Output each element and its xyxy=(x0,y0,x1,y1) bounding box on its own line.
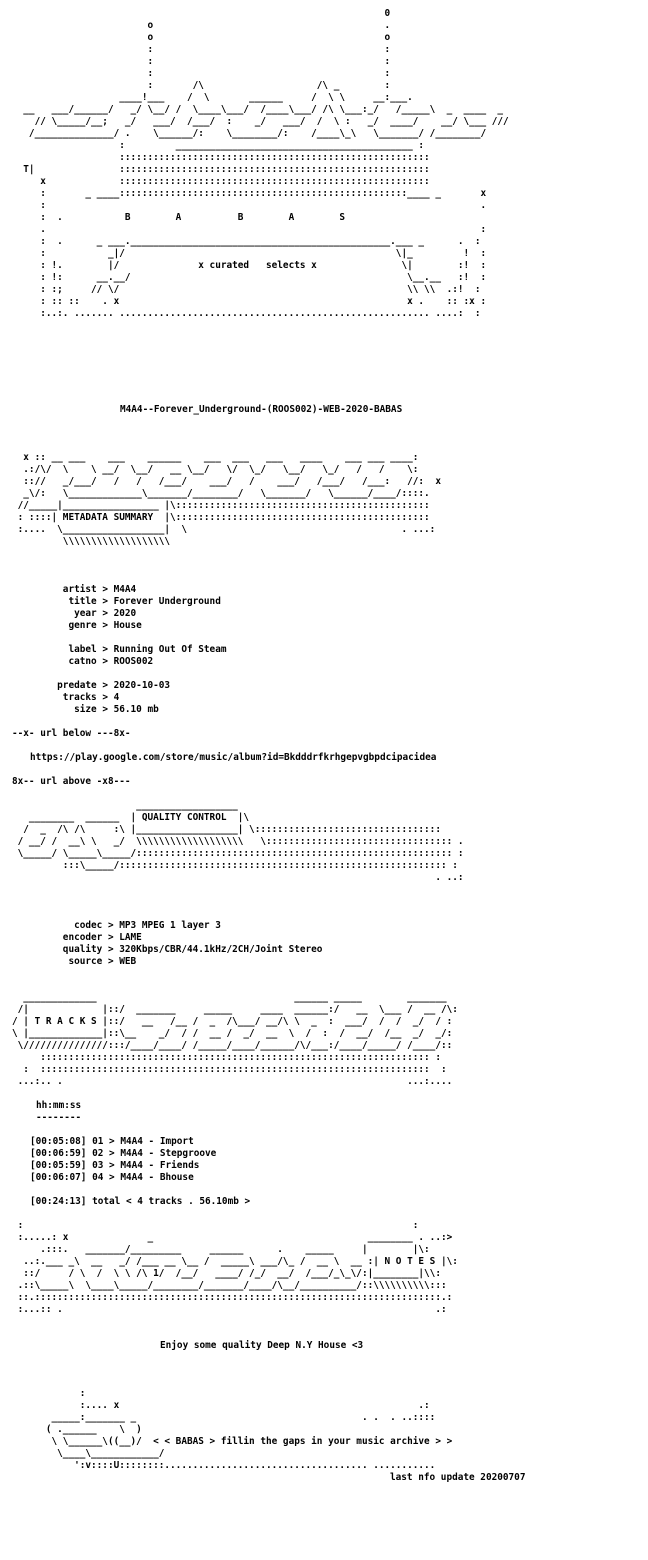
track-list xyxy=(12,1136,640,1184)
kv-row-source xyxy=(12,956,640,968)
tracks-header: hh:mm:ss xyxy=(36,1100,82,1111)
track-number: 03 > xyxy=(86,1160,121,1171)
kv-row-quality xyxy=(12,944,640,956)
track-title: Bhouse xyxy=(159,1172,194,1183)
kv-key: genre xyxy=(12,620,97,631)
kv-key: codec xyxy=(12,920,103,931)
total-summary: 4 tracks . 56.10mb xyxy=(137,1196,239,1207)
kv-row-label xyxy=(12,644,640,656)
track-time: [00:06:07] xyxy=(30,1172,87,1183)
track-row xyxy=(30,1148,640,1160)
track-separator: - xyxy=(142,1160,160,1171)
kv-row-predate xyxy=(12,680,640,692)
track-time: [00:05:08] xyxy=(30,1136,87,1147)
kv-value: MP3 MPEG 1 layer 3 xyxy=(119,920,221,931)
kv-key: encoder xyxy=(12,932,103,943)
kv-separator: > xyxy=(102,932,120,943)
kv-key: predate xyxy=(12,680,97,691)
track-separator: - xyxy=(142,1172,160,1183)
track-time: [00:05:59] xyxy=(30,1160,87,1171)
kv-separator: > xyxy=(96,584,114,595)
kv-separator: > xyxy=(102,944,120,955)
kv-key: title xyxy=(12,596,97,607)
kv-value: Running Out Of Steam xyxy=(113,644,227,655)
kv-value: 4 xyxy=(113,692,120,703)
quality-list xyxy=(12,920,640,968)
kv-separator: > xyxy=(96,680,114,691)
total-close: > xyxy=(238,1196,251,1207)
metadata-banner-art: x :: __ ___ ___ ______ ___ ___ ___ ____ ___ ___ ____: .:/\/ \ \ __/ \__/ __ \__/ \/ \_/ \__/ \_/ / / \: ::// _/___/ / / /___/ ___/ / ___/ /___/ /___: //: x _\/: \_____________\_______/________/ \_______/ \______/____/::::. //_____|_________________ |\::::::::::::::::::::::::::::::::::::::::::::: : ::::| METADATA SUMMARY |\::::::::::::::::::::::::::::::::::::::::::::: :.... \__________________| \ . ...: \\\\\\\\\\\\\\\\\\\ xyxy=(17,452,441,547)
track-artist: M4A4 xyxy=(120,1148,143,1159)
track-title: Friends xyxy=(159,1160,200,1171)
kv-key: quality xyxy=(12,944,103,955)
track-artist: M4A4 xyxy=(120,1172,143,1183)
url-below-marker: --x- url below ---8x- xyxy=(12,728,131,739)
kv-separator: > xyxy=(102,956,120,967)
track-separator: - xyxy=(142,1148,160,1159)
kv-row-genre xyxy=(12,620,640,632)
kv-value: 2020-10-03 xyxy=(113,680,171,691)
kv-row-title xyxy=(12,596,640,608)
tracks-banner-art: _____________ ______ _____ _______ /| |::/ _______ _____ ____ ______:/ __ \___ / __ /\: / | T R A C K S |::/ __ /__ / _ /\___/ __/\ \ _ : ___/ / / _/ / : \ |_____________|::\__ _/ / / __ / _/ __ \ / : / __/ /__ _/ _/: \///////////////:::/____/____/ /_____/____/______/\/___:/____/_____/ /____/:: ::::::::::::::::::::::::::::::::::::::::::::::::::::::::::::::::::::: : : ::::::::::::::::::::::::::::::::::::::::::::::::::::::::::::::::::::: : ...:.. . ...:.... xyxy=(12,992,458,1087)
url-above-marker: 8x-- url above -x8--- xyxy=(12,776,131,787)
release-name: M4A4--Forever_Underground-(ROOS002)-WEB-2020-BABAS xyxy=(120,404,403,415)
kv-separator: > xyxy=(96,620,114,631)
notes-banner-art: : : :.....: x _ ________ . ..:> .:::. _______/_________ ______ . _____ | |\: ..:.___ _\ __ _/ /___ __ \__ / _____\ ___/\_ / __ \ __ :| N O T E S |\: ::/ / \ / \ \ /\ 1/ /__/ ____/ /_/ __/ /___/_\_\/:|________|\\: .::\_____\ \____\_____/________/_______/____/\__/__________/::\\\\\\\\\\::: ::.::::::::::::::::::::::::::::::::::::::::::::::::::::::::::::::::::::::::.: :...:: . .: xyxy=(17,1220,458,1315)
track-title: Stepgroove xyxy=(159,1148,217,1159)
track-separator: - xyxy=(142,1136,160,1147)
kv-value: ROOS002 xyxy=(113,656,154,667)
kv-separator: > xyxy=(96,692,114,703)
tracks-rule: -------- xyxy=(36,1112,82,1123)
track-row xyxy=(30,1160,640,1172)
total-label: total < xyxy=(86,1196,138,1207)
nfo-document xyxy=(12,8,640,1484)
logo-ascii-art: 0 o . o o : : : : : : : /\ /\ _ : ____!___ / \ ______ / \ \ __:___. __ ___/______/ _/ \__/ / \____\___/ /____\___/ /\ \___:_/ /_____\ _ ____ _ // \_____/__; _/ ___/ /___/ : _/ ___/ / \ : _/ ____/ __/ \___ /// /______________/ . \______/: \________/: /____\_\ \_______/ /________/ : __________________________________________ : ::::::::::::::::::::::::::::::::::::::::::::::::::::::: T| ::::::::::::::::::::::::::::::::::::::::::::::::::::::: x ::::::::::::::::::::::::::::::::::::::::::::::::::::::: : _ ____:::::::::::::::::::::::::::::::::::::::::::::::::::____ _ x : . : . B A B A S . : : . _ ___.______________________________________________.___ _ . : : _|/ \|_ ! : : !. |/ x curated selects x \| :! : : !: __.__/ \__.__ :! : : :; // \/ \\ \\ .:! : : :: :: . x x . :: :x : :..:. ....... ....................................................... ....: : xyxy=(23,8,509,319)
kv-key: source xyxy=(12,956,103,967)
kv-value: 320Kbps/CBR/44.1kHz/2CH/Joint Stereo xyxy=(119,944,323,955)
kv-separator: > xyxy=(96,608,114,619)
kv-key: tracks xyxy=(12,692,97,703)
kv-value: House xyxy=(113,620,142,631)
kv-key: label xyxy=(12,644,97,655)
kv-key: catno xyxy=(12,656,97,667)
kv-value: 2020 xyxy=(113,608,137,619)
track-number: 02 > xyxy=(86,1148,121,1159)
kv-separator: > xyxy=(96,644,114,655)
track-row xyxy=(30,1172,640,1184)
kv-row-artist xyxy=(12,584,640,596)
kv-separator: > xyxy=(102,920,120,931)
last-update: last nfo update 20200707 xyxy=(390,1472,526,1483)
notes-text: Enjoy some quality Deep N.Y House <3 xyxy=(160,1340,364,1351)
track-artist: M4A4 xyxy=(120,1160,143,1171)
track-number: 04 > xyxy=(86,1172,121,1183)
kv-row-tracks xyxy=(12,692,640,704)
release-url[interactable]: https://play.google.com/store/music/album?id=Bkdddrfkrhgepvgbpdcipacidea xyxy=(30,752,437,763)
kv-value: WEB xyxy=(119,956,137,967)
quality-banner-art: __________________ ________ ______ | QUALITY CONTROL |\ / _ /\ /\ :\ |__________________| \::::::::::::::::::::::::::::::::: / __/ / __\ \ _/ \\\\\\\\\\\\\\\\\\\ \::::::::::::::::::::::::::::::::: . \_____/ \_____\_____/:::::::::::::::::::::::::::::::::::::::::::::::::::::::: : :::\_____/:::::::::::::::::::::::::::::::::::::::::::::::::::::::::: : . ..: xyxy=(17,800,464,883)
kv-row-year xyxy=(12,608,640,620)
kv-key: year xyxy=(12,608,97,619)
track-artist: M4A4 xyxy=(120,1136,143,1147)
kv-key: size xyxy=(12,704,97,715)
track-row xyxy=(30,1136,640,1148)
kv-key: artist xyxy=(12,584,97,595)
footer-ascii-art: : :.... x .: _____:_______ _ . . . ..:::: ( .______ \ ) \ \______\((__)/ < < BABAS > fillin the gaps in your music archive > > \____\____________/ ':v::::U::::::::.................................... ........... xyxy=(45,1388,453,1471)
track-title: Import xyxy=(159,1136,194,1147)
kv-separator: > xyxy=(96,656,114,667)
kv-value: LAME xyxy=(119,932,142,943)
kv-separator: > xyxy=(96,704,114,715)
total-time: [00:24:13] xyxy=(30,1196,87,1207)
kv-value: M4A4 xyxy=(113,584,137,595)
kv-row-codec xyxy=(12,920,640,932)
kv-value: Forever Underground xyxy=(113,596,221,607)
kv-row-catno xyxy=(12,656,640,668)
track-time: [00:06:59] xyxy=(30,1148,87,1159)
metadata-list xyxy=(12,584,640,716)
tracks-total xyxy=(12,1196,640,1208)
kv-row-size xyxy=(12,704,640,716)
kv-row-encoder xyxy=(12,932,640,944)
kv-separator: > xyxy=(96,596,114,607)
track-number: 01 > xyxy=(86,1136,121,1147)
kv-value: 56.10 mb xyxy=(113,704,159,715)
